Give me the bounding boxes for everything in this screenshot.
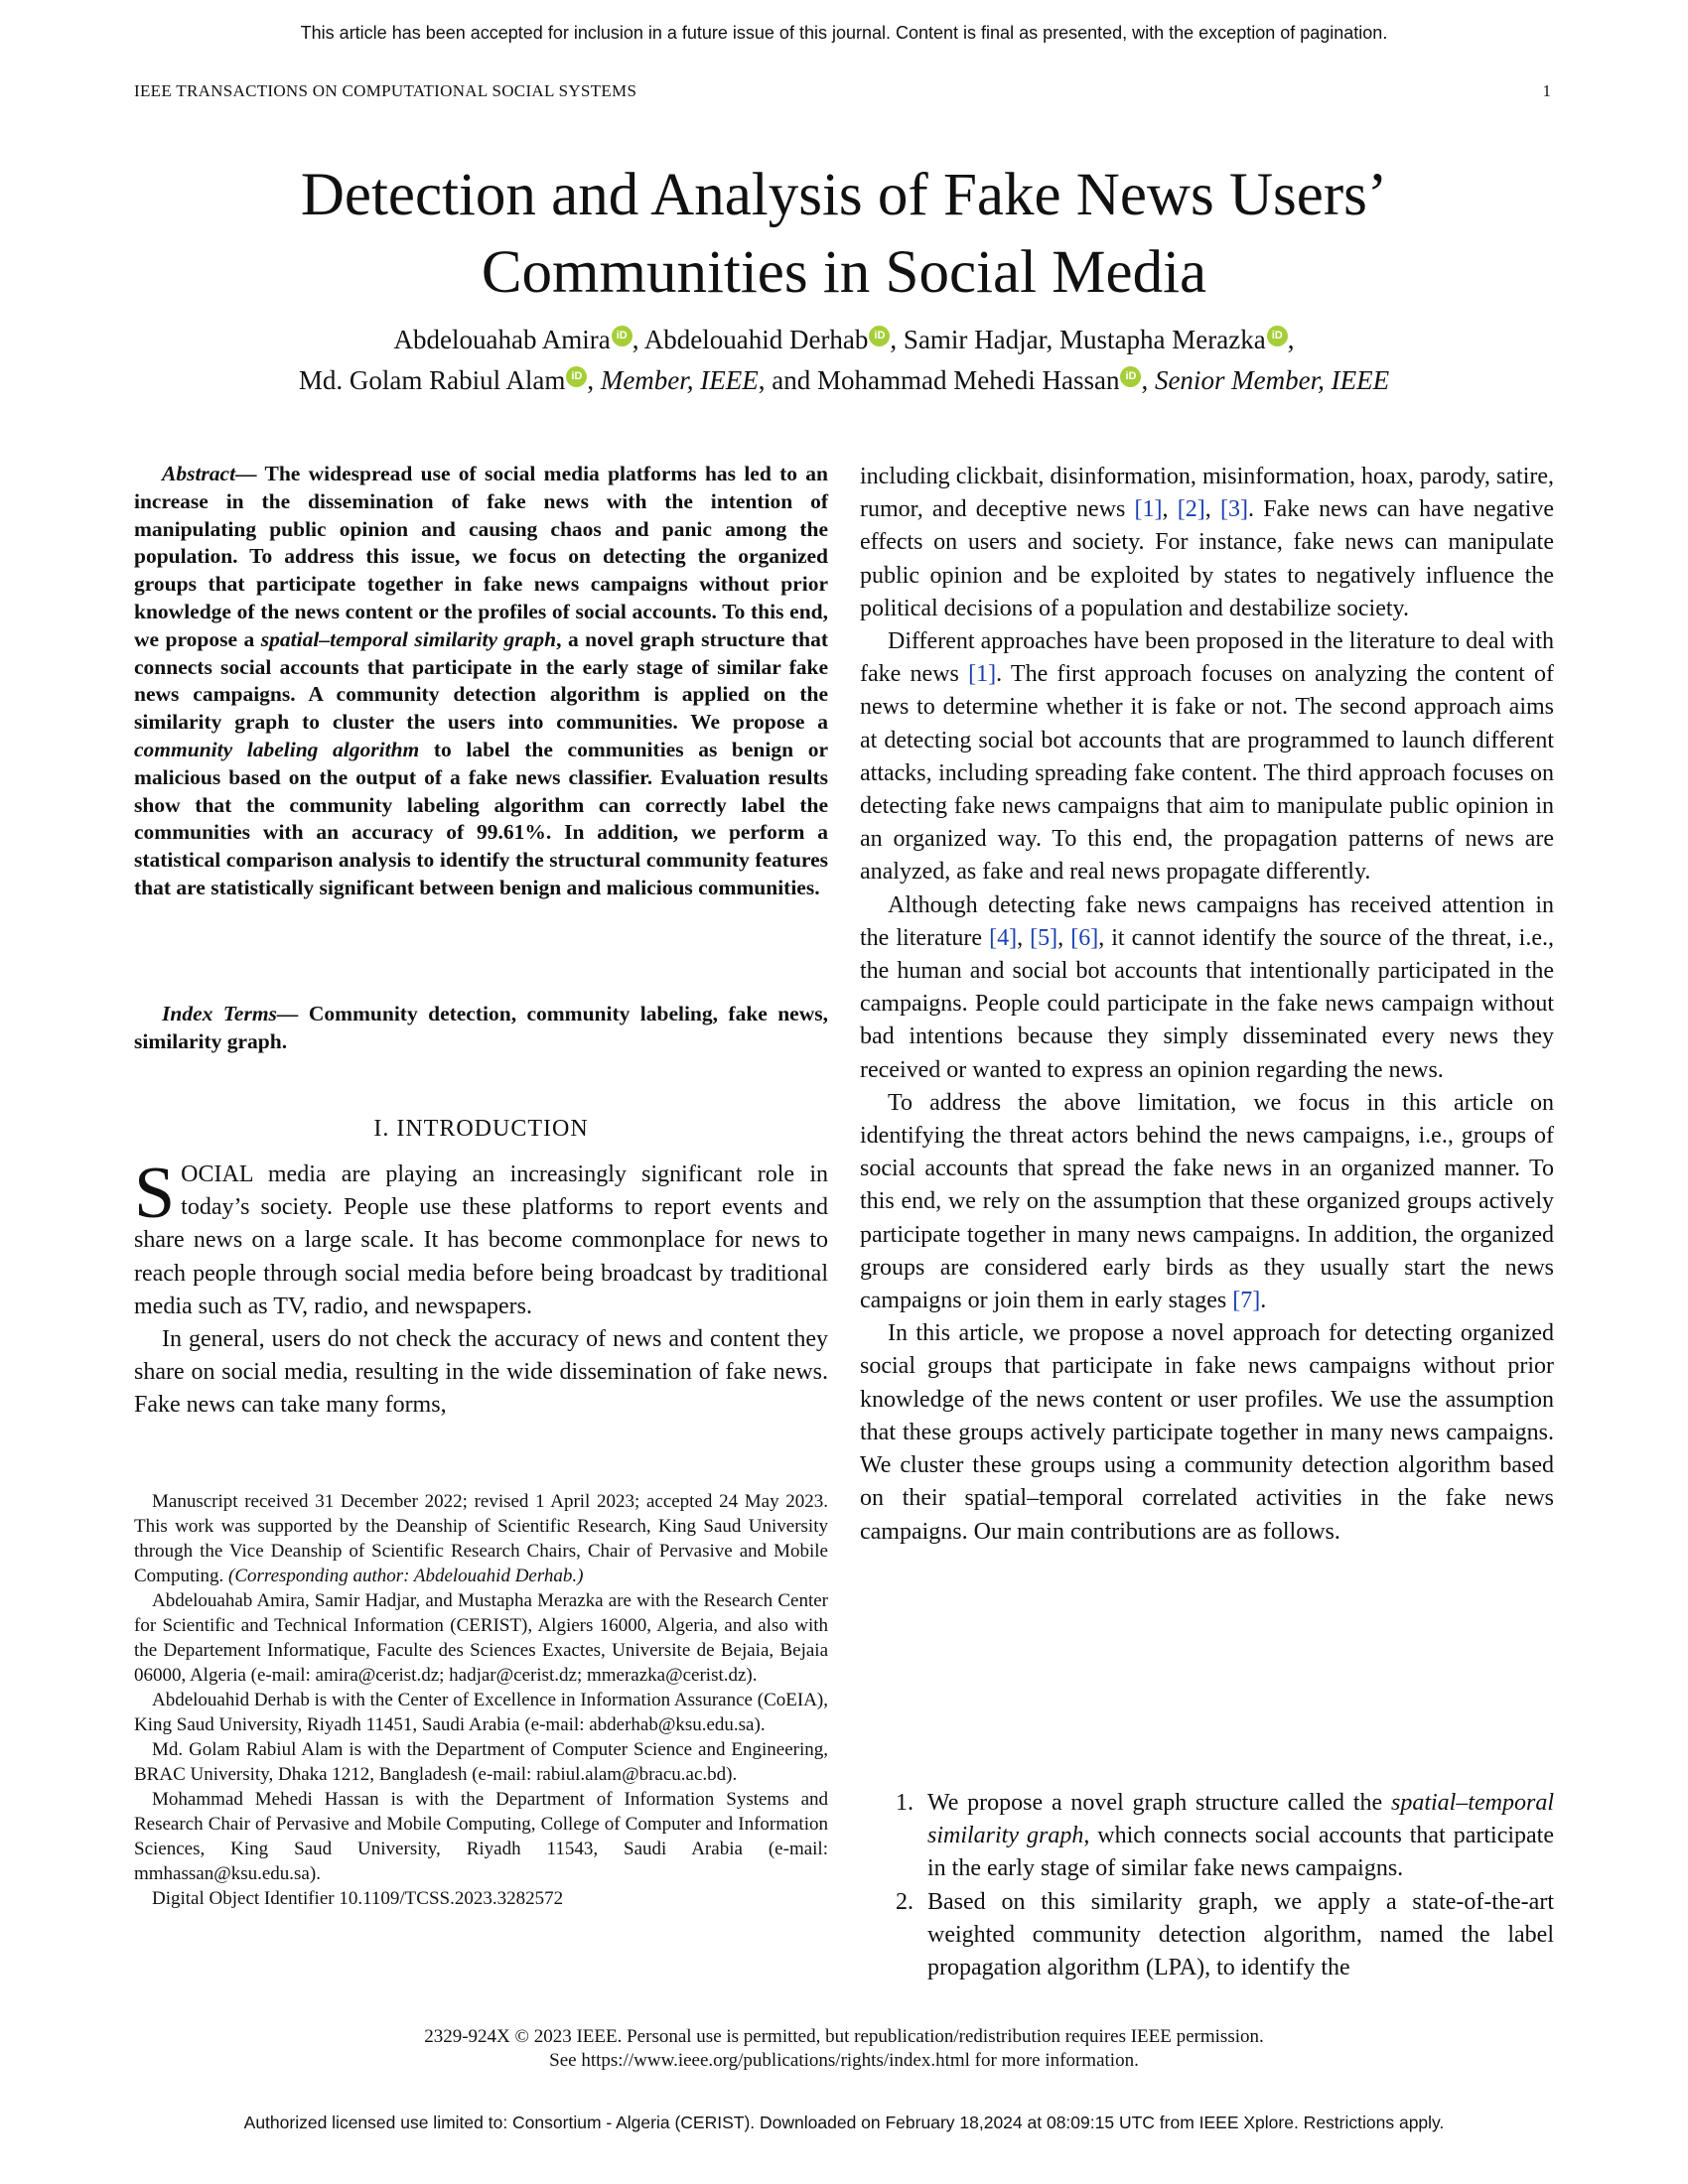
intro-text bbox=[134, 1153, 828, 1423]
orcid-icon[interactable]: iD bbox=[566, 366, 587, 387]
footnote: Manuscript received 31 December 2022; revised 1 April 2023; accepted 24 May 2023. This work was supported by the Deanship of Scientific Research, King Saud University through the Vice Deanship of Scientific Research Chairs, Chair of Pervasive and Mobile Computing. bbox=[134, 1491, 828, 1586]
citation-link[interactable]: [4] bbox=[989, 924, 1018, 951]
paragraph: OCIAL media are playing an increasingly significant role in today’s society. People use these platforms to report events and share news on a large scale. It has become commonplace for news to reach people through social media before being broadcast by traditional media such as TV, radio, and newspapers. bbox=[134, 1161, 828, 1319]
citation-link[interactable]: [1] bbox=[968, 661, 997, 688]
index-terms-text: Community detection, community labeling, fake news, similarity graph. bbox=[134, 1002, 828, 1053]
author-membership: Member, IEEE bbox=[600, 365, 759, 395]
list-item bbox=[919, 1787, 1554, 1886]
citation-link[interactable]: [1] bbox=[1134, 496, 1163, 523]
authorized-use-footer: Authorized licensed use limited to: Consortium - Algeria (CERIST). Downloaded on February 18,2024 at 08:09:15 UTC from IEEE Xplore. Restrictions apply. bbox=[243, 2113, 1445, 2132]
paragraph: To address the above limitation, we focus in this article on identifying the threat actors behind the news campaigns, i.e., groups of social accounts that spread the fake news in an organized manner. To this end, we rely on the assumption that these organized groups actively participate together in many news campaigns. In addition, the organized groups are considered early birds as they usually start the news campaigns or join them in early stages bbox=[860, 1089, 1554, 1314]
paper-title bbox=[134, 157, 1554, 312]
citation-link[interactable]: [5] bbox=[1030, 924, 1058, 951]
copyright-line: 2329-924X © 2023 IEEE. Personal use is permitted, but republication/redistribution requires IEEE permission. bbox=[424, 2026, 1264, 2047]
copyright-notice bbox=[0, 2025, 1688, 2073]
citation-link[interactable]: [7] bbox=[1232, 1288, 1261, 1314]
abstract-text: The widespread use of social media platforms has led to an increase in the dissemination of fake news with the intention of manipulating public opinion and causing chaos and panic among the population. To address this issue, we focus on detecting the organized groups that participate together in fake news campaigns without prior knowledge of the news content or the profiles of social accounts. To this end, we propose a bbox=[134, 462, 828, 651]
footnote: Mohammad Mehedi Hassan is with the Department of Information Systems and Research Chair of Pervasive and Mobile Computing, College of Computer and Information Sciences, King Saud University, Riyadh 11543, Saudi Arabia (e-mail: mmhassan@ksu.edu.sa). bbox=[134, 1789, 828, 1884]
author-name: Abdelouahab Amira bbox=[393, 325, 611, 354]
list-item-text: Based on this similarity graph, we apply a state-of-the-art weighted community detection algorithm, named the label propagation algorithm (LPA), to identify the bbox=[927, 1888, 1554, 1981]
list-item-emphasis: spatial–temporal similarity graph bbox=[927, 1790, 1554, 1849]
paragraph: Although detecting fake news campaigns has received attention in the literature bbox=[860, 891, 1554, 951]
page-number: 1 bbox=[1542, 81, 1551, 100]
abstract-emphasis: spatial–temporal similarity graph bbox=[260, 626, 557, 651]
citation-link[interactable]: [3] bbox=[1219, 496, 1248, 523]
author-name: Mohammad Mehedi Hassan bbox=[817, 365, 1120, 395]
paragraph: Different approaches have been proposed in the literature to deal with fake news bbox=[860, 628, 1554, 688]
abstract-emphasis: community labeling algorithm bbox=[134, 737, 420, 761]
citation-link[interactable]: [6] bbox=[1070, 924, 1099, 951]
author-name: Abdelouahid Derhab bbox=[643, 325, 869, 354]
right-column-text: including clickbait, disinformation, misinformation, hoax, parody, satire, rumor, and deceptive news [1], [2], [3]. Fake news can have negative effects on users and society. For instance, fake news can manipulate public opinion and be exploited by states to negatively influence the political decisions of a population and destabilize society. Different approaches have been proposed in the literature to deal with fake news [1]. The first approach focuses on analyzing the content of news to determine whether it is fake or not. The second approach aims at detecting social bot accounts that are programmed to launch different attacks, including spreading fake content. The third approach focuses on detecting fake news campaigns that aim to manipulate public opinion in an organized way. To this end, the propagation patterns of news are analyzed, as fake and real news propagate differently. Although detecting fake news campaigns has received attention in the literature [4], [5], [6], it cannot identify the source of the threat, i.e., the human and social bot accounts that intentionally participated in the campaigns. People could participate in the fake news campaign without bad intentions because they simply disseminated every news they received or wanted to express an opinion regarding the news. To address the above limitation, we focus in this article on identifying the threat actors behind the news campaigns, i.e., groups of social accounts that spread the fake news in an organized manner. To this end, we rely on the assumption that these organized groups actively participate together in many news campaigns. In addition, the organized groups are considered early birds as they usually start the news campaigns or join them in early stages [7]. In this article, we propose a novel approach for detecting organized social groups that participate in fake news campaigns without prior knowledge of the news content or user profiles. We use the assumption that these groups actively participate together in many news campaigns. We cluster these groups using a community detection algorithm based on their spatial–temporal correlated activities in the fake news campaigns. Our main contributions are as follows. bbox=[860, 461, 1554, 1549]
author-conjunction: and bbox=[772, 365, 811, 395]
copyright-link[interactable]: See https://www.ieee.org/publications/rights/index.html for more information. bbox=[549, 2050, 1139, 2071]
orcid-icon[interactable]: iD bbox=[1267, 326, 1288, 346]
paragraph: , it cannot identify the source of the threat, i.e., the human and social bot accounts that intentionally participated in the campaigns. People could participate in the fake news campaign without bad intentions because they simply disseminated every news they received or wanted to express an opinion regarding the news. bbox=[860, 924, 1555, 1083]
list-item-text: We propose a novel graph structure called the bbox=[927, 1790, 1391, 1816]
abstract-text: to label the communities as benign or malicious based on the output of a fake news classifier. Evaluation results show that the community labeling algorithm can correctly label the communities with an accuracy of 99.61%. In addition, we perform a statistical comparison analysis to identify the structural community features that are statistically significant between benign and malicious communities. bbox=[134, 737, 828, 899]
footnote: Md. Golam Rabiul Alam is with the Department of Computer Science and Engineering, BRAC University, Dhaka 1212, Bangladesh (e-mail: rabiul.alam@bracu.ac.bd). bbox=[134, 1739, 828, 1785]
section-heading: I. INTRODUCTION bbox=[373, 1116, 589, 1142]
list-item bbox=[919, 1886, 1554, 1985]
abstract-label: Abstract— bbox=[162, 462, 257, 485]
abstract-text: , a novel graph structure that connects social accounts that participate in the early stage of similar fake news campaigns. A community detection algorithm is applied on the similarity graph to cluster the users into communities. We propose a bbox=[134, 626, 828, 735]
acceptance-banner: This article has been accepted for inclusion in a future issue of this journal. Content is final as presented, with the exception of pagination. bbox=[300, 23, 1388, 43]
orcid-icon[interactable]: iD bbox=[1120, 366, 1141, 387]
running-header-journal: IEEE TRANSACTIONS ON COMPUTATIONAL SOCIAL SYSTEMS bbox=[134, 81, 637, 100]
footnotes bbox=[134, 1489, 828, 1911]
corresponding-author-note: (Corresponding author: Abdelouahid Derhab.) bbox=[223, 1566, 584, 1586]
author-membership: Senior Member, IEEE bbox=[1154, 365, 1390, 395]
paragraph: In this article, we propose a novel approach for detecting organized social groups that participate in fake news campaigns without prior knowledge of the news content or user profiles. We use the assumption that these groups actively participate together in many news campaigns. We cluster these groups using a community detection algorithm based on their spatial–temporal correlated activities in the fake news campaigns. Our main contributions are as follows. bbox=[860, 1320, 1554, 1545]
paragraph: . bbox=[1260, 1288, 1267, 1314]
orcid-icon[interactable]: iD bbox=[869, 326, 890, 346]
list-item-text: , which connects social accounts that participate in the early stage of similar fake news campaigns. bbox=[927, 1823, 1555, 1882]
paragraph: . Fake news can have negative effects on users and society. For instance, fake news can manipulate public opinion and be exploited by states to negatively influence the political decisions of a population and destabilize society. bbox=[860, 496, 1554, 621]
citation-link[interactable]: [2] bbox=[1177, 496, 1205, 523]
index-terms-label: Index Terms— bbox=[162, 1002, 299, 1025]
footnote: Abdelouahab Amira, Samir Hadjar, and Mustapha Merazka are with the Research Center for Scientific and Technical Information (CERIST), Algiers 16000, Algeria, and also with the Departement Informatique, Faculte des Sciences Exactes, Universite de Bejaia, Bejaia 06000, Algeria (e-mail: amira@cerist.dz; hadjar@cerist.dz; mmerazka@cerist.dz). bbox=[134, 1590, 828, 1686]
paragraph: . The first approach focuses on analyzing the content of news to determine whether it is fake or not. The second approach aims at detecting social bot accounts that are programmed to launch different attacks, including spreading fake content. The third approach focuses on detecting fake news campaigns that aim to manipulate public opinion in an organized way. To this end, the propagation patterns of news are analyzed, as fake and real news propagate differently. bbox=[860, 661, 1554, 886]
abstract bbox=[134, 461, 828, 902]
doi-line: Digital Object Identifier 10.1109/TCSS.2023.3282572 bbox=[152, 1888, 564, 1909]
orcid-icon[interactable]: iD bbox=[612, 326, 633, 346]
drop-cap: S bbox=[134, 1153, 176, 1234]
contributions-list bbox=[860, 1787, 1554, 1984]
index-terms bbox=[134, 1001, 828, 1056]
author-name: Md. Golam Rabiul Alam bbox=[298, 365, 566, 395]
paragraph: including clickbait, disinformation, misinformation, hoax, parody, satire, rumor, and deceptive news bbox=[860, 464, 1554, 523]
author-name: Mustapha Merazka bbox=[1059, 325, 1266, 354]
author-name: Samir Hadjar bbox=[903, 325, 1047, 354]
author-list: Abdelouahab Amira iD , Abdelouahid Derhab iD , Samir Hadjar, Mustapha Merazka iD , Md. Golam Rabiul Alam iD , Member, IEEE, and Mohammad Mehedi Hassan iD , Senior Member, IEEE bbox=[298, 325, 1390, 395]
title-line-2: Communities in Social Media bbox=[481, 239, 1207, 306]
paragraph: In general, users do not check the accuracy of news and content they share on social media, resulting in the wide dissemination of fake news. Fake news can take many forms, bbox=[134, 1326, 828, 1419]
footnote: Abdelouahid Derhab is with the Center of Excellence in Information Assurance (CoEIA), King Saud University, Riyadh 11451, Saudi Arabia (e-mail: abderhab@ksu.edu.sa). bbox=[134, 1690, 828, 1735]
title-line-1: Detection and Analysis of Fake News Users’ bbox=[300, 162, 1388, 228]
